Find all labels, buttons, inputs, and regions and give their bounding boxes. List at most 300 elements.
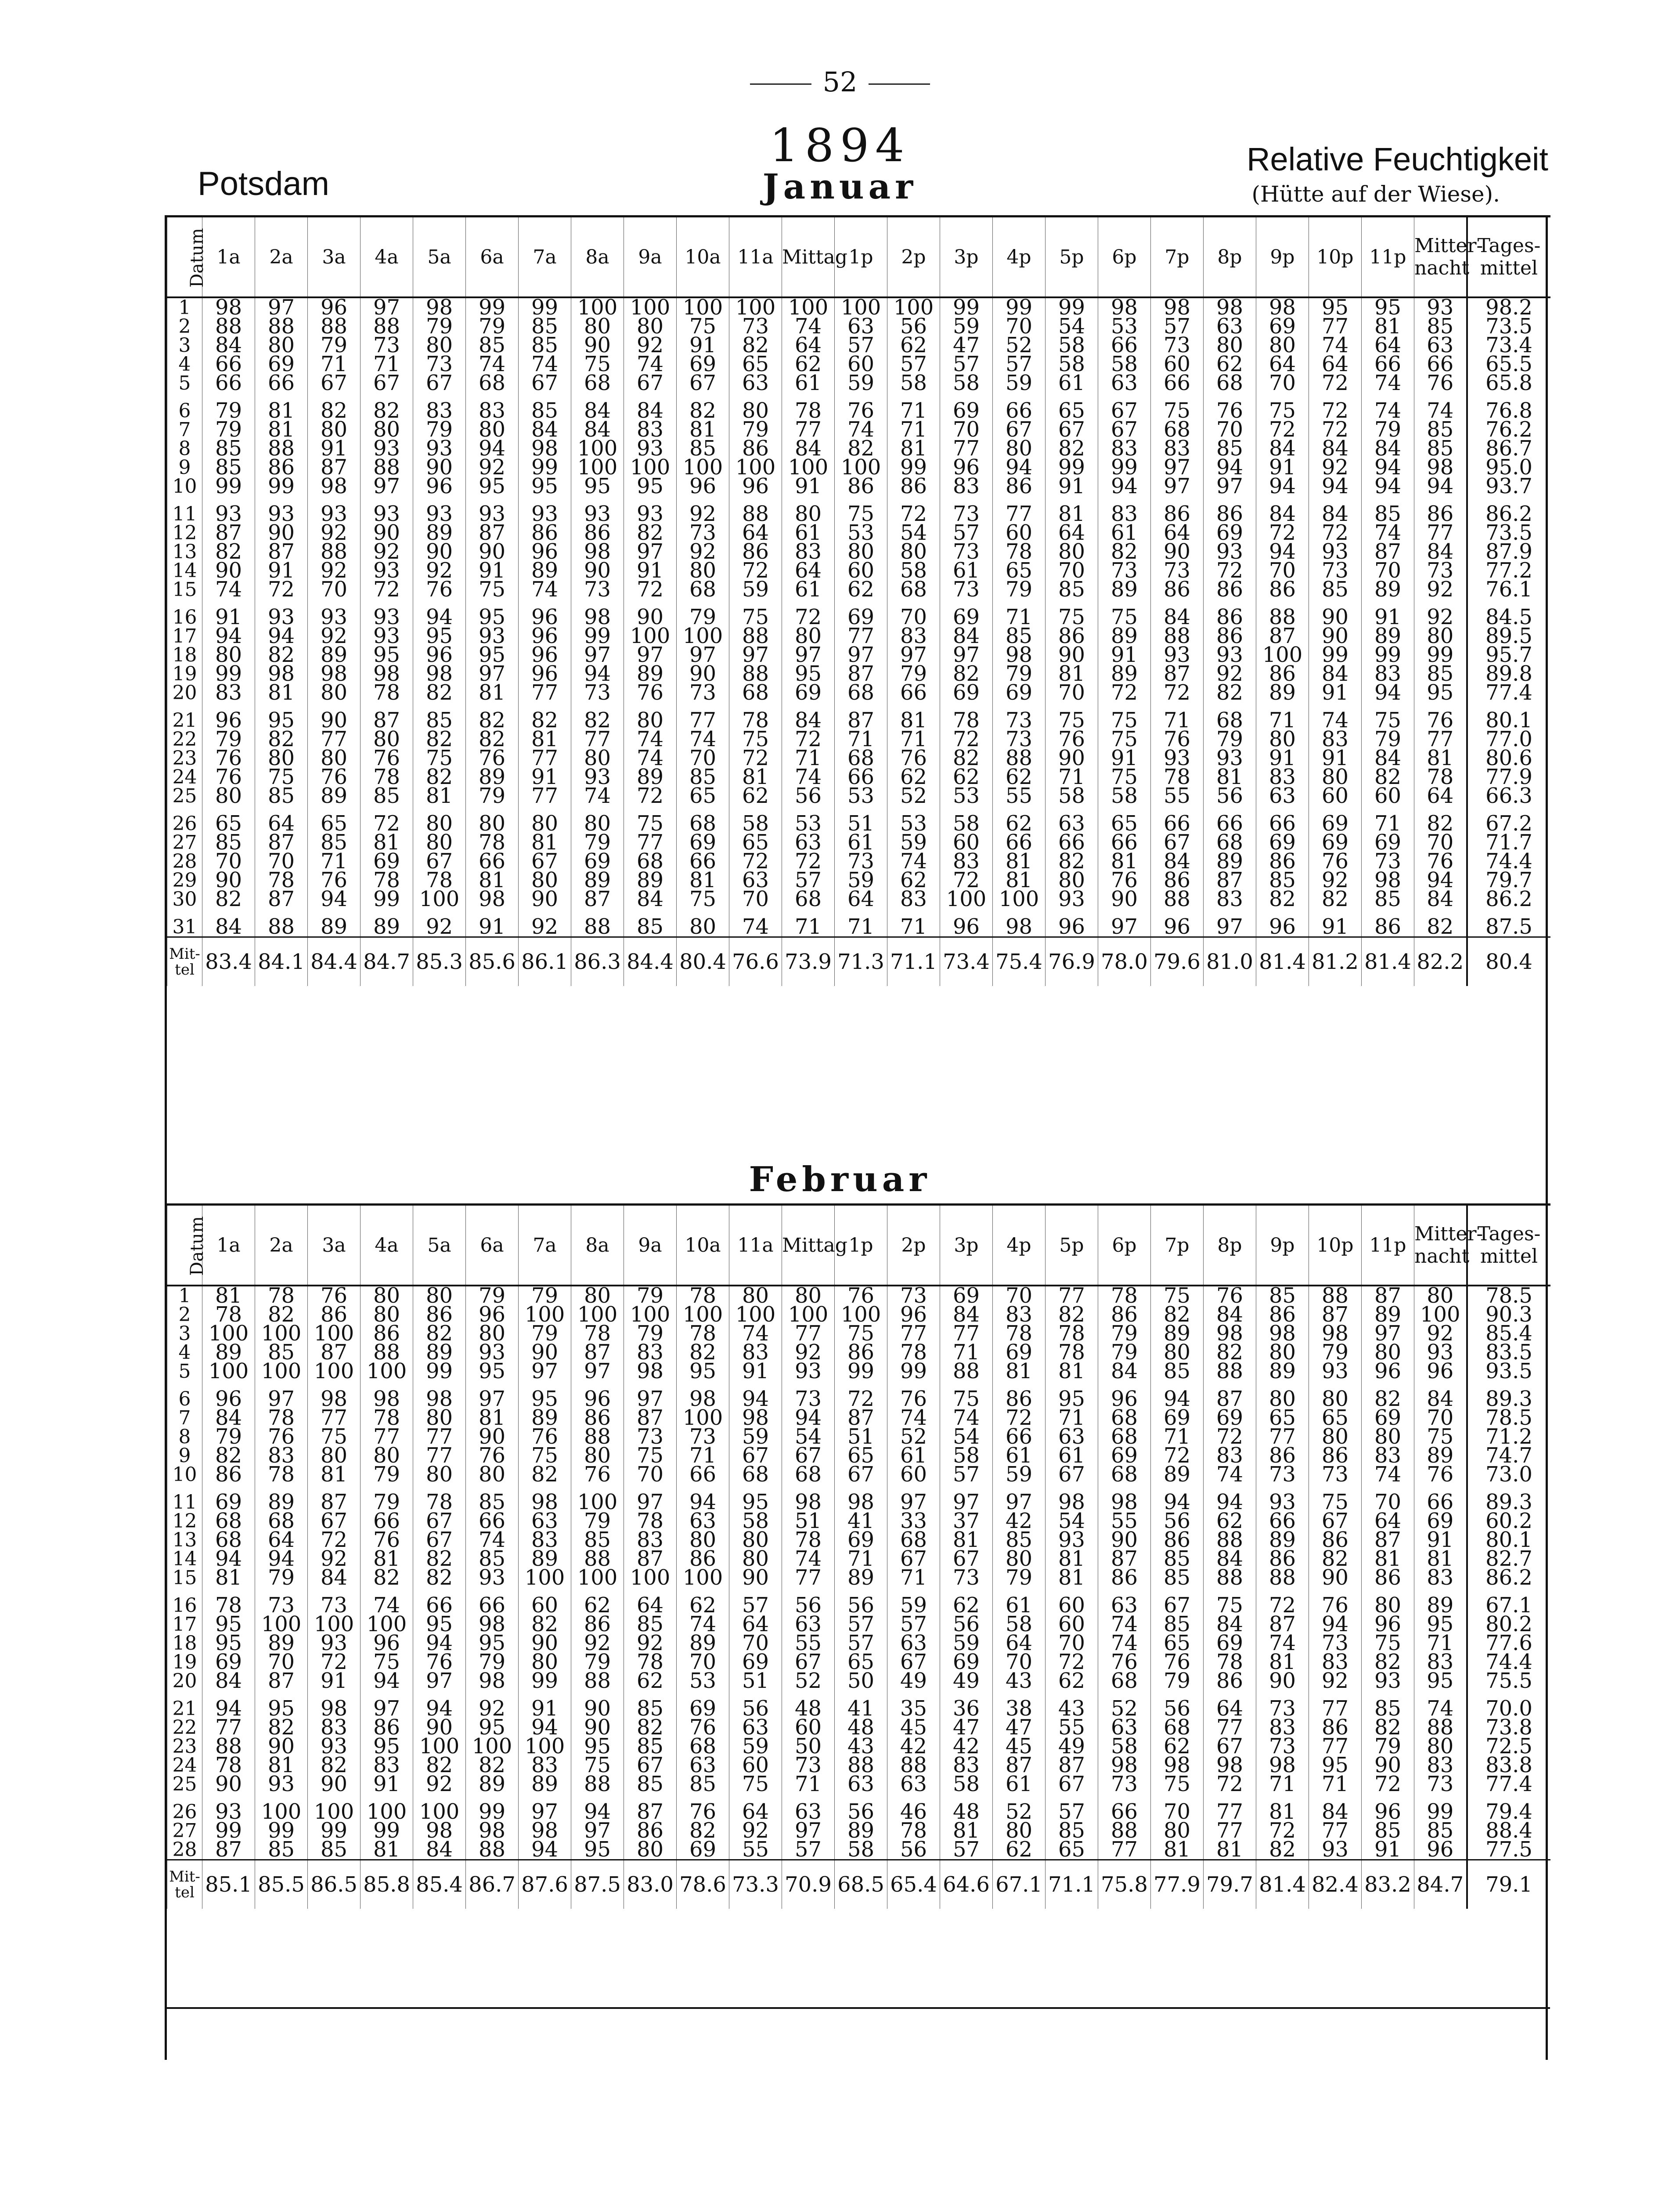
humidity-cell: 70 bbox=[255, 1653, 308, 1672]
humidity-cell: 55 bbox=[1151, 787, 1204, 805]
daily-mean-cell: 77.0 bbox=[1467, 730, 1550, 749]
humidity-cell: 85 bbox=[993, 627, 1045, 646]
humidity-cell: 81 bbox=[361, 833, 413, 852]
humidity-cell: 83 bbox=[1362, 665, 1414, 683]
humidity-cell: 77 bbox=[413, 1446, 466, 1465]
humidity-cell: 65 bbox=[202, 814, 255, 833]
humidity-cell: 98 bbox=[255, 665, 308, 683]
humidity-cell: 68 bbox=[1204, 711, 1256, 730]
humidity-cell: 93 bbox=[1045, 1531, 1098, 1549]
humidity-cell: 68 bbox=[202, 1531, 255, 1549]
humidity-cell: 57 bbox=[940, 355, 993, 374]
humidity-cell: 96 bbox=[1414, 1362, 1467, 1381]
humidity-cell: 95 bbox=[466, 608, 519, 627]
daily-mean-cell: 93.5 bbox=[1467, 1362, 1550, 1381]
humidity-cell: 81 bbox=[1045, 1362, 1098, 1381]
humidity-cell: 89 bbox=[1098, 580, 1151, 599]
humidity-cell: 60 bbox=[729, 1756, 782, 1775]
humidity-cell: 94 bbox=[413, 608, 466, 627]
humidity-cell: 92 bbox=[1414, 1324, 1467, 1343]
humidity-cell: 78 bbox=[1045, 1324, 1098, 1343]
humidity-cell: 61 bbox=[835, 833, 887, 852]
humidity-cell: 82 bbox=[413, 730, 466, 749]
humidity-cell: 95 bbox=[519, 477, 571, 496]
humidity-cell: 78 bbox=[361, 768, 413, 787]
humidity-cell: 74 bbox=[1362, 374, 1414, 393]
humidity-cell: 79 bbox=[1362, 420, 1414, 439]
humidity-cell: 84 bbox=[782, 711, 835, 730]
humidity-cell: 58 bbox=[940, 1775, 993, 1794]
humidity-cell: 82 bbox=[1414, 917, 1467, 937]
day-cell: 4 bbox=[167, 1343, 202, 1362]
humidity-cell: 90 bbox=[571, 1699, 624, 1718]
hourly-mean-cell: 86.3 bbox=[571, 937, 624, 986]
humidity-cell: 63 bbox=[1256, 787, 1309, 805]
humidity-cell: 100 bbox=[571, 458, 624, 477]
humidity-cell: 79 bbox=[308, 336, 361, 355]
humidity-cell: 80 bbox=[466, 1465, 519, 1484]
humidity-cell: 56 bbox=[729, 1699, 782, 1718]
humidity-cell: 100 bbox=[677, 1305, 729, 1324]
humidity-cell: 92 bbox=[1414, 608, 1467, 627]
humidity-cell: 73 bbox=[571, 580, 624, 599]
day-cell: 19 bbox=[167, 665, 202, 683]
humidity-cell: 82 bbox=[519, 711, 571, 730]
header-hour: 3p bbox=[940, 217, 993, 298]
humidity-cell: 100 bbox=[624, 297, 677, 317]
day-cell: 18 bbox=[167, 646, 202, 665]
humidity-cell: 74 bbox=[1414, 1699, 1467, 1718]
humidity-cell: 79 bbox=[571, 833, 624, 852]
humidity-cell: 80 bbox=[782, 505, 835, 524]
humidity-cell: 95 bbox=[782, 665, 835, 683]
humidity-cell: 79 bbox=[519, 1324, 571, 1343]
humidity-cell: 53 bbox=[887, 814, 940, 833]
humidity-cell: 97 bbox=[571, 646, 624, 665]
day-cell: 21 bbox=[167, 711, 202, 730]
humidity-cell: 65 bbox=[729, 833, 782, 852]
hourly-mean-cell: 64.6 bbox=[940, 1860, 993, 1909]
humidity-cell: 90 bbox=[1098, 1531, 1151, 1549]
humidity-cell: 70 bbox=[677, 1653, 729, 1672]
humidity-cell: 76 bbox=[1098, 1653, 1151, 1672]
humidity-cell: 98 bbox=[519, 1821, 571, 1840]
day-cell: 20 bbox=[167, 683, 202, 702]
humidity-cell: 80 bbox=[993, 1549, 1045, 1568]
humidity-cell: 86 bbox=[729, 542, 782, 561]
humidity-cell: 91 bbox=[1045, 477, 1098, 496]
humidity-cell: 74 bbox=[1309, 711, 1362, 730]
humidity-cell: 60 bbox=[940, 833, 993, 852]
humidity-cell: 89 bbox=[1256, 1531, 1309, 1549]
humidity-cell: 90 bbox=[729, 1568, 782, 1587]
daily-mean-cell: 67.2 bbox=[1467, 814, 1550, 833]
humidity-cell: 78 bbox=[887, 1821, 940, 1840]
humidity-cell: 97 bbox=[1151, 477, 1204, 496]
humidity-cell: 69 bbox=[1256, 833, 1309, 852]
humidity-cell: 66 bbox=[466, 1512, 519, 1531]
humidity-cell: 63 bbox=[835, 1775, 887, 1794]
humidity-cell: 93 bbox=[1204, 542, 1256, 561]
humidity-cell: 78 bbox=[466, 833, 519, 852]
humidity-cell: 88 bbox=[1414, 1718, 1467, 1737]
humidity-cell: 63 bbox=[782, 1615, 835, 1634]
humidity-cell: 66 bbox=[835, 768, 887, 787]
humidity-cell: 97 bbox=[466, 1390, 519, 1409]
daily-mean-cell: 83.8 bbox=[1467, 1756, 1550, 1775]
humidity-cell: 93 bbox=[361, 505, 413, 524]
humidity-cell: 77 bbox=[1098, 1840, 1151, 1860]
humidity-cell: 88 bbox=[308, 542, 361, 561]
humidity-cell: 92 bbox=[624, 336, 677, 355]
humidity-cell: 100 bbox=[677, 1409, 729, 1427]
humidity-cell: 42 bbox=[887, 1737, 940, 1756]
humidity-cell: 91 bbox=[361, 1775, 413, 1794]
daily-mean-cell: 77.4 bbox=[1467, 683, 1550, 702]
humidity-cell: 100 bbox=[782, 1305, 835, 1324]
humidity-cell: 83 bbox=[624, 1531, 677, 1549]
humidity-cell: 90 bbox=[1362, 1756, 1414, 1775]
humidity-cell: 52 bbox=[993, 1802, 1045, 1821]
humidity-cell: 73 bbox=[255, 1596, 308, 1615]
humidity-cell: 62 bbox=[1045, 1672, 1098, 1690]
humidity-cell: 89 bbox=[413, 1343, 466, 1362]
hourly-mean-cell: 73.4 bbox=[940, 937, 993, 986]
humidity-cell: 94 bbox=[255, 627, 308, 646]
humidity-cell: 70 bbox=[1362, 1493, 1414, 1512]
humidity-cell: 74 bbox=[624, 749, 677, 768]
humidity-cell: 84 bbox=[1414, 542, 1467, 561]
humidity-cell: 72 bbox=[1256, 1596, 1309, 1615]
humidity-cell: 56 bbox=[835, 1802, 887, 1821]
humidity-cell: 81 bbox=[677, 871, 729, 890]
header-hour: 6p bbox=[1098, 217, 1151, 298]
humidity-cell: 94 bbox=[1362, 477, 1414, 496]
humidity-cell: 76 bbox=[1204, 401, 1256, 420]
humidity-cell: 84 bbox=[940, 627, 993, 646]
daily-mean-cell: 89.3 bbox=[1467, 1493, 1550, 1512]
humidity-cell: 77 bbox=[308, 1409, 361, 1427]
humidity-cell: 99 bbox=[466, 1802, 519, 1821]
humidity-cell: 91 bbox=[729, 1362, 782, 1381]
humidity-cell: 69 bbox=[677, 1840, 729, 1860]
humidity-cell: 87 bbox=[1098, 1549, 1151, 1568]
humidity-cell: 91 bbox=[1256, 749, 1309, 768]
humidity-cell: 92 bbox=[729, 1821, 782, 1840]
humidity-cell: 63 bbox=[519, 1512, 571, 1531]
humidity-cell: 96 bbox=[519, 646, 571, 665]
humidity-cell: 89 bbox=[1098, 627, 1151, 646]
humidity-cell: 72 bbox=[308, 1653, 361, 1672]
humidity-cell: 89 bbox=[202, 1343, 255, 1362]
humidity-cell: 92 bbox=[1414, 580, 1467, 599]
header-hour: 4p bbox=[993, 217, 1045, 298]
header-hour: 1a bbox=[202, 217, 255, 298]
humidity-cell: 100 bbox=[677, 297, 729, 317]
humidity-cell: 84 bbox=[1204, 1615, 1256, 1634]
header-hour: 3p bbox=[940, 1205, 993, 1286]
table-februar bbox=[167, 1203, 1550, 1909]
humidity-cell: 61 bbox=[782, 580, 835, 599]
humidity-cell: 77 bbox=[571, 730, 624, 749]
humidity-cell: 96 bbox=[940, 917, 993, 937]
humidity-cell: 98 bbox=[308, 477, 361, 496]
humidity-cell: 69 bbox=[1204, 1634, 1256, 1653]
day-cell: 17 bbox=[167, 1615, 202, 1634]
humidity-cell: 81 bbox=[1151, 1840, 1204, 1860]
humidity-cell: 96 bbox=[519, 665, 571, 683]
humidity-cell: 68 bbox=[835, 749, 887, 768]
humidity-cell: 81 bbox=[993, 852, 1045, 871]
humidity-cell: 91 bbox=[1309, 683, 1362, 702]
humidity-cell: 53 bbox=[835, 787, 887, 805]
humidity-cell: 86 bbox=[1256, 580, 1309, 599]
humidity-cell: 82 bbox=[1045, 1305, 1098, 1324]
day-cell: 8 bbox=[167, 439, 202, 458]
humidity-cell: 92 bbox=[1309, 458, 1362, 477]
humidity-cell: 79 bbox=[729, 420, 782, 439]
humidity-cell: 88 bbox=[571, 1672, 624, 1690]
humidity-cell: 93 bbox=[413, 439, 466, 458]
humidity-cell: 79 bbox=[466, 317, 519, 336]
day-cell: 25 bbox=[167, 1775, 202, 1794]
hourly-mean-cell: 85.4 bbox=[413, 1860, 466, 1909]
humidity-cell: 93 bbox=[466, 1343, 519, 1362]
humidity-cell: 83 bbox=[466, 401, 519, 420]
humidity-cell: 83 bbox=[1414, 1568, 1467, 1587]
humidity-cell: 93 bbox=[1362, 1672, 1414, 1690]
header-hour: Mitter-nacht bbox=[1414, 217, 1467, 298]
humidity-cell: 67 bbox=[1204, 1737, 1256, 1756]
humidity-cell: 73 bbox=[361, 336, 413, 355]
humidity-cell: 83 bbox=[1362, 1446, 1414, 1465]
header-day bbox=[167, 1205, 207, 1286]
humidity-cell: 75 bbox=[1098, 730, 1151, 749]
humidity-cell: 78 bbox=[255, 1409, 308, 1427]
humidity-cell: 95 bbox=[729, 1493, 782, 1512]
humidity-cell: 77 bbox=[1045, 1286, 1098, 1305]
humidity-cell: 85 bbox=[1256, 1286, 1309, 1305]
humidity-cell: 81 bbox=[466, 1409, 519, 1427]
humidity-cell: 98 bbox=[1151, 1756, 1204, 1775]
humidity-cell: 88 bbox=[729, 665, 782, 683]
humidity-cell: 79 bbox=[1151, 1672, 1204, 1690]
humidity-cell: 97 bbox=[361, 297, 413, 317]
humidity-cell: 75 bbox=[677, 890, 729, 909]
day-cell: 13 bbox=[167, 1531, 202, 1549]
humidity-cell: 64 bbox=[255, 1531, 308, 1549]
humidity-cell: 83 bbox=[729, 1343, 782, 1362]
day-cell: 10 bbox=[167, 477, 202, 496]
humidity-cell: 76 bbox=[1309, 1596, 1362, 1615]
humidity-cell: 98 bbox=[1256, 297, 1309, 317]
humidity-cell: 87 bbox=[835, 1409, 887, 1427]
day-cell: 14 bbox=[167, 1549, 202, 1568]
header-hour: 11p bbox=[1362, 1205, 1414, 1286]
humidity-cell: 62 bbox=[835, 580, 887, 599]
humidity-cell: 92 bbox=[361, 542, 413, 561]
humidity-cell: 100 bbox=[255, 1615, 308, 1634]
humidity-cell: 60 bbox=[1309, 787, 1362, 805]
humidity-cell: 61 bbox=[1098, 524, 1151, 542]
humidity-cell: 85 bbox=[624, 1699, 677, 1718]
humidity-cell: 93 bbox=[308, 505, 361, 524]
humidity-cell: 75 bbox=[624, 814, 677, 833]
humidity-cell: 89 bbox=[1362, 627, 1414, 646]
humidity-cell: 87 bbox=[835, 711, 887, 730]
humidity-cell: 78 bbox=[993, 1324, 1045, 1343]
hourly-mean-cell: 76.6 bbox=[729, 937, 782, 986]
humidity-cell: 90 bbox=[624, 608, 677, 627]
humidity-cell: 100 bbox=[308, 1615, 361, 1634]
humidity-cell: 83 bbox=[624, 1343, 677, 1362]
table-row bbox=[167, 374, 1550, 393]
humidity-cell: 80 bbox=[835, 542, 887, 561]
humidity-cell: 78 bbox=[202, 1305, 255, 1324]
humidity-cell: 91 bbox=[1256, 458, 1309, 477]
humidity-cell: 78 bbox=[940, 711, 993, 730]
humidity-cell: 73 bbox=[1151, 336, 1204, 355]
humidity-cell: 69 bbox=[835, 1531, 887, 1549]
humidity-cell: 73 bbox=[1098, 561, 1151, 580]
humidity-cell: 73 bbox=[1256, 1737, 1309, 1756]
humidity-cell: 99 bbox=[202, 477, 255, 496]
header-hour: 2a bbox=[255, 217, 308, 298]
humidity-cell: 85 bbox=[993, 1531, 1045, 1549]
humidity-cell: 92 bbox=[413, 561, 466, 580]
humidity-cell: 78 bbox=[255, 1286, 308, 1305]
header-hour: 10p bbox=[1309, 1205, 1362, 1286]
humidity-cell: 56 bbox=[887, 317, 940, 336]
humidity-cell: 97 bbox=[940, 1493, 993, 1512]
humidity-cell: 37 bbox=[940, 1512, 993, 1531]
humidity-cell: 97 bbox=[677, 646, 729, 665]
humidity-cell: 62 bbox=[571, 1596, 624, 1615]
humidity-cell: 91 bbox=[624, 561, 677, 580]
humidity-cell: 71 bbox=[308, 355, 361, 374]
humidity-cell: 73 bbox=[624, 1427, 677, 1446]
humidity-cell: 84 bbox=[571, 401, 624, 420]
humidity-cell: 80 bbox=[782, 627, 835, 646]
humidity-cell: 75 bbox=[1045, 608, 1098, 627]
day-cell: 6 bbox=[167, 401, 202, 420]
humidity-cell: 98 bbox=[361, 665, 413, 683]
daily-mean-cell: 76.2 bbox=[1467, 420, 1550, 439]
daily-mean-cell: 83.5 bbox=[1467, 1343, 1550, 1362]
humidity-cell: 71 bbox=[887, 730, 940, 749]
day-cell: 21 bbox=[167, 1699, 202, 1718]
humidity-cell: 87 bbox=[308, 1343, 361, 1362]
humidity-cell: 74 bbox=[1309, 336, 1362, 355]
humidity-cell: 77 bbox=[519, 683, 571, 702]
humidity-cell: 78 bbox=[729, 711, 782, 730]
humidity-cell: 72 bbox=[1204, 1427, 1256, 1446]
humidity-cell: 94 bbox=[202, 1699, 255, 1718]
humidity-cell: 88 bbox=[255, 917, 308, 937]
humidity-cell: 79 bbox=[624, 1324, 677, 1343]
header-row bbox=[167, 1205, 1550, 1286]
humidity-cell: 74 bbox=[571, 787, 624, 805]
humidity-cell: 82 bbox=[1414, 814, 1467, 833]
humidity-cell: 99 bbox=[308, 1821, 361, 1840]
humidity-cell: 59 bbox=[887, 1596, 940, 1615]
humidity-cell: 73 bbox=[940, 580, 993, 599]
humidity-cell: 100 bbox=[835, 297, 887, 317]
humidity-cell: 93 bbox=[624, 505, 677, 524]
humidity-cell: 69 bbox=[571, 852, 624, 871]
humidity-cell: 100 bbox=[466, 1737, 519, 1756]
humidity-cell: 92 bbox=[413, 1775, 466, 1794]
humidity-cell: 95 bbox=[571, 1840, 624, 1860]
humidity-cell: 86 bbox=[1256, 665, 1309, 683]
humidity-cell: 72 bbox=[782, 730, 835, 749]
daily-mean-cell: 86.2 bbox=[1467, 890, 1550, 909]
humidity-cell: 88 bbox=[255, 439, 308, 458]
humidity-cell: 73 bbox=[677, 1427, 729, 1446]
humidity-cell: 71 bbox=[993, 608, 1045, 627]
humidity-cell: 98 bbox=[993, 646, 1045, 665]
humidity-cell: 71 bbox=[1151, 1427, 1204, 1446]
humidity-cell: 80 bbox=[308, 749, 361, 768]
humidity-cell: 89 bbox=[624, 871, 677, 890]
humidity-cell: 69 bbox=[1414, 1512, 1467, 1531]
humidity-cell: 73 bbox=[782, 1756, 835, 1775]
humidity-cell: 85 bbox=[1362, 1821, 1414, 1840]
humidity-cell: 94 bbox=[255, 1549, 308, 1568]
daily-mean-cell: 90.3 bbox=[1467, 1305, 1550, 1324]
header-hour: 3a bbox=[308, 217, 361, 298]
humidity-cell: 85 bbox=[624, 1615, 677, 1634]
header-hour: 4a bbox=[361, 217, 413, 298]
humidity-cell: 90 bbox=[413, 1718, 466, 1737]
instrument-note: (Hütte auf der Wiese). bbox=[1251, 181, 1500, 207]
humidity-cell: 100 bbox=[571, 1305, 624, 1324]
humidity-cell: 100 bbox=[677, 627, 729, 646]
humidity-cell: 86 bbox=[202, 1465, 255, 1484]
humidity-cell: 89 bbox=[835, 1821, 887, 1840]
humidity-cell: 73 bbox=[1256, 1465, 1309, 1484]
humidity-cell: 72 bbox=[940, 871, 993, 890]
header-hour: 5a bbox=[413, 217, 466, 298]
humidity-cell: 66 bbox=[677, 852, 729, 871]
humidity-cell: 73 bbox=[1414, 561, 1467, 580]
humidity-cell: 80 bbox=[1256, 1343, 1309, 1362]
humidity-cell: 72 bbox=[782, 852, 835, 871]
humidity-cell: 78 bbox=[361, 683, 413, 702]
daily-mean-cell: 70.0 bbox=[1467, 1699, 1550, 1718]
humidity-cell: 94 bbox=[202, 1549, 255, 1568]
humidity-cell: 91 bbox=[782, 477, 835, 496]
humidity-cell: 78 bbox=[1045, 1343, 1098, 1362]
daily-mean-cell: 75.5 bbox=[1467, 1672, 1550, 1690]
humidity-cell: 100 bbox=[835, 458, 887, 477]
humidity-cell: 75 bbox=[361, 1653, 413, 1672]
humidity-cell: 79 bbox=[624, 1286, 677, 1305]
humidity-cell: 80 bbox=[677, 561, 729, 580]
humidity-cell: 97 bbox=[255, 297, 308, 317]
humidity-cell: 87 bbox=[255, 890, 308, 909]
humidity-cell: 81 bbox=[361, 1549, 413, 1568]
humidity-cell: 76 bbox=[624, 683, 677, 702]
humidity-cell: 72 bbox=[624, 787, 677, 805]
page-number-text: 52 bbox=[822, 66, 858, 98]
humidity-cell: 87 bbox=[255, 542, 308, 561]
humidity-cell: 88 bbox=[835, 1756, 887, 1775]
humidity-cell: 82 bbox=[940, 665, 993, 683]
humidity-cell: 76 bbox=[1414, 374, 1467, 393]
humidity-cell: 93 bbox=[466, 505, 519, 524]
humidity-cell: 98 bbox=[1204, 1756, 1256, 1775]
